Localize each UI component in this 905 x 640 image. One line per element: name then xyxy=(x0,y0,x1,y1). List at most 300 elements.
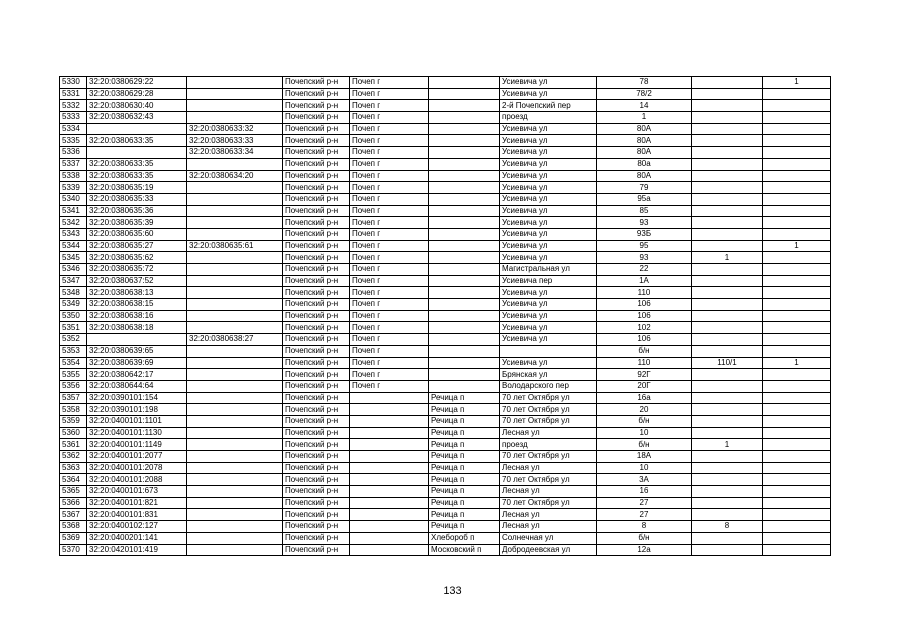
town-cell: Почеп г xyxy=(350,252,429,264)
street-cell: Усиевича ул xyxy=(500,193,597,205)
street-cell: Лесная ул xyxy=(500,427,597,439)
building-cell xyxy=(692,182,763,194)
building-cell xyxy=(692,497,763,509)
building-cell: 8 xyxy=(692,521,763,533)
table-row xyxy=(60,275,831,287)
row-number-cell: 5364 xyxy=(60,474,87,486)
street-cell: Усиевича ул xyxy=(500,357,597,369)
street-cell: Володарского пер xyxy=(500,380,597,392)
linked-cadastral-number-cell xyxy=(187,310,283,322)
street-cell: Магистральная ул xyxy=(500,264,597,276)
district-cell: Почепский р-н xyxy=(283,392,350,404)
house-number-cell: 93 xyxy=(597,252,692,264)
linked-cadastral-number-cell xyxy=(187,275,283,287)
linked-cadastral-number-cell: 32:20:0380633:34 xyxy=(187,147,283,159)
cadastral-number-cell: 32:20:0380637:52 xyxy=(87,275,187,287)
street-cell: 70 лет Октября ул xyxy=(500,474,597,486)
table-row xyxy=(60,170,831,182)
building-cell xyxy=(692,299,763,311)
town-cell: Почеп г xyxy=(350,240,429,252)
street-cell: Усиевича ул xyxy=(500,322,597,334)
settlement-cell xyxy=(429,100,500,112)
settlement-cell xyxy=(429,193,500,205)
settlement-cell: Речица п xyxy=(429,497,500,509)
town-cell: Почеп г xyxy=(350,275,429,287)
settlement-cell xyxy=(429,252,500,264)
building-cell xyxy=(692,404,763,416)
row-number-cell: 5344 xyxy=(60,240,87,252)
town-cell: Почеп г xyxy=(350,123,429,135)
row-number-cell: 5363 xyxy=(60,462,87,474)
building-cell xyxy=(692,392,763,404)
row-number-cell: 5332 xyxy=(60,100,87,112)
house-number-cell: 95а xyxy=(597,193,692,205)
street-cell: Усиевича ул xyxy=(500,310,597,322)
linked-cadastral-number-cell xyxy=(187,439,283,451)
building-cell xyxy=(692,135,763,147)
town-cell xyxy=(350,486,429,498)
settlement-cell xyxy=(429,123,500,135)
district-cell: Почепский р-н xyxy=(283,462,350,474)
town-cell xyxy=(350,451,429,463)
district-cell: Почепский р-н xyxy=(283,217,350,229)
street-cell: Лесная ул xyxy=(500,462,597,474)
house-number-cell: 80А xyxy=(597,135,692,147)
row-number-cell: 5340 xyxy=(60,193,87,205)
house-number-cell: 27 xyxy=(597,497,692,509)
building-cell xyxy=(692,158,763,170)
street-cell: Усиевича ул xyxy=(500,158,597,170)
table-row xyxy=(60,264,831,276)
settlement-cell xyxy=(429,158,500,170)
table-row xyxy=(60,252,831,264)
district-cell: Почепский р-н xyxy=(283,415,350,427)
settlement-cell: Речица п xyxy=(429,462,500,474)
row-number-cell: 5367 xyxy=(60,509,87,521)
street-cell: 70 лет Октября ул xyxy=(500,451,597,463)
district-cell: Почепский р-н xyxy=(283,474,350,486)
district-cell: Почепский р-н xyxy=(283,228,350,240)
town-cell: Почеп г xyxy=(350,112,429,124)
linked-cadastral-number-cell: 32:20:0380635:61 xyxy=(187,240,283,252)
street-cell: Усиевича ул xyxy=(500,287,597,299)
street-cell: Усиевича ул xyxy=(500,147,597,159)
linked-cadastral-number-cell xyxy=(187,451,283,463)
street-cell: Усиевича ул xyxy=(500,123,597,135)
street-cell: 70 лет Октября ул xyxy=(500,497,597,509)
row-number-cell: 5339 xyxy=(60,182,87,194)
town-cell: Почеп г xyxy=(350,217,429,229)
cadastral-number-cell: 32:20:0400101:2077 xyxy=(87,451,187,463)
linked-cadastral-number-cell xyxy=(187,427,283,439)
district-cell: Почепский р-н xyxy=(283,135,350,147)
table-row xyxy=(60,322,831,334)
cadastral-number-cell: 32:20:0400101:1149 xyxy=(87,439,187,451)
cadastral-number-cell: 32:20:0380635:27 xyxy=(87,240,187,252)
linked-cadastral-number-cell xyxy=(187,252,283,264)
row-number-cell: 5351 xyxy=(60,322,87,334)
settlement-cell xyxy=(429,182,500,194)
extra-cell xyxy=(763,392,831,404)
linked-cadastral-number-cell xyxy=(187,322,283,334)
house-number-cell: 106 xyxy=(597,299,692,311)
settlement-cell: Речица п xyxy=(429,474,500,486)
settlement-cell: Речица п xyxy=(429,509,500,521)
house-number-cell: 14 xyxy=(597,100,692,112)
settlement-cell xyxy=(429,205,500,217)
linked-cadastral-number-cell xyxy=(187,521,283,533)
extra-cell: 1 xyxy=(763,77,831,89)
building-cell xyxy=(692,462,763,474)
table-row xyxy=(60,521,831,533)
settlement-cell xyxy=(429,112,500,124)
settlement-cell: Хлебороб п xyxy=(429,532,500,544)
street-cell: проезд xyxy=(500,439,597,451)
table-row xyxy=(60,392,831,404)
table-row xyxy=(60,135,831,147)
extra-cell xyxy=(763,252,831,264)
extra-cell xyxy=(763,486,831,498)
table-row xyxy=(60,380,831,392)
district-cell: Почепский р-н xyxy=(283,486,350,498)
district-cell: Почепский р-н xyxy=(283,287,350,299)
house-number-cell: 110 xyxy=(597,287,692,299)
town-cell xyxy=(350,544,429,556)
house-number-cell: 106 xyxy=(597,334,692,346)
building-cell xyxy=(692,322,763,334)
building-cell xyxy=(692,310,763,322)
district-cell: Почепский р-н xyxy=(283,112,350,124)
house-number-cell: 10 xyxy=(597,427,692,439)
row-number-cell: 5348 xyxy=(60,287,87,299)
row-number-cell: 5341 xyxy=(60,205,87,217)
district-cell: Почепский р-н xyxy=(283,404,350,416)
table-row xyxy=(60,193,831,205)
cadastral-number-cell: 32:20:0380635:33 xyxy=(87,193,187,205)
table-row xyxy=(60,77,831,89)
town-cell xyxy=(350,462,429,474)
street-cell: Усиевича ул xyxy=(500,252,597,264)
settlement-cell: Московский п xyxy=(429,544,500,556)
building-cell xyxy=(692,264,763,276)
table-row xyxy=(60,486,831,498)
cadastral-number-cell: 32:20:0400101:2078 xyxy=(87,462,187,474)
district-cell: Почепский р-н xyxy=(283,439,350,451)
town-cell: Почеп г xyxy=(350,170,429,182)
street-cell: Брянская ул xyxy=(500,369,597,381)
district-cell: Почепский р-н xyxy=(283,521,350,533)
extra-cell: 1 xyxy=(763,240,831,252)
linked-cadastral-number-cell xyxy=(187,462,283,474)
town-cell: Почеп г xyxy=(350,88,429,100)
linked-cadastral-number-cell xyxy=(187,217,283,229)
cadastral-number-cell: 32:20:0420101:419 xyxy=(87,544,187,556)
district-cell: Почепский р-н xyxy=(283,252,350,264)
settlement-cell xyxy=(429,217,500,229)
table-body xyxy=(60,77,831,556)
extra-cell xyxy=(763,205,831,217)
district-cell: Почепский р-н xyxy=(283,322,350,334)
town-cell: Почеп г xyxy=(350,100,429,112)
town-cell: Почеп г xyxy=(350,147,429,159)
cadastral-number-cell xyxy=(87,123,187,135)
table-row xyxy=(60,88,831,100)
town-cell xyxy=(350,427,429,439)
linked-cadastral-number-cell xyxy=(187,357,283,369)
town-cell xyxy=(350,415,429,427)
house-number-cell: 16а xyxy=(597,392,692,404)
cadastral-number-cell: 32:20:0400101:831 xyxy=(87,509,187,521)
extra-cell: 1 xyxy=(763,357,831,369)
street-cell: Усиевича ул xyxy=(500,205,597,217)
linked-cadastral-number-cell xyxy=(187,497,283,509)
street-cell: Усиевича ул xyxy=(500,240,597,252)
street-cell: Усиевича ул xyxy=(500,88,597,100)
town-cell: Почеп г xyxy=(350,380,429,392)
row-number-cell: 5345 xyxy=(60,252,87,264)
cadastral-number-cell: 32:20:0380638:15 xyxy=(87,299,187,311)
row-number-cell: 5360 xyxy=(60,427,87,439)
street-cell: Усиевича пер xyxy=(500,275,597,287)
extra-cell xyxy=(763,147,831,159)
settlement-cell xyxy=(429,275,500,287)
row-number-cell: 5359 xyxy=(60,415,87,427)
building-cell xyxy=(692,474,763,486)
house-number-cell: б/н xyxy=(597,415,692,427)
district-cell: Почепский р-н xyxy=(283,532,350,544)
linked-cadastral-number-cell xyxy=(187,264,283,276)
row-number-cell: 5357 xyxy=(60,392,87,404)
district-cell: Почепский р-н xyxy=(283,275,350,287)
extra-cell xyxy=(763,345,831,357)
linked-cadastral-number-cell xyxy=(187,544,283,556)
house-number-cell: 80А xyxy=(597,147,692,159)
cadastral-number-cell: 32:20:0380633:35 xyxy=(87,170,187,182)
settlement-cell xyxy=(429,88,500,100)
house-number-cell: 80А xyxy=(597,123,692,135)
cadastral-number-cell xyxy=(87,147,187,159)
town-cell xyxy=(350,521,429,533)
linked-cadastral-number-cell xyxy=(187,415,283,427)
cadastral-number-cell: 32:20:0380644:64 xyxy=(87,380,187,392)
town-cell: Почеп г xyxy=(350,322,429,334)
settlement-cell xyxy=(429,334,500,346)
street-cell: Добродеевская ул xyxy=(500,544,597,556)
extra-cell xyxy=(763,380,831,392)
district-cell: Почепский р-н xyxy=(283,357,350,369)
extra-cell xyxy=(763,217,831,229)
table-row xyxy=(60,310,831,322)
cadastral-number-cell: 32:20:0400101:1130 xyxy=(87,427,187,439)
town-cell xyxy=(350,474,429,486)
town-cell: Почеп г xyxy=(350,369,429,381)
row-number-cell: 5333 xyxy=(60,112,87,124)
extra-cell xyxy=(763,439,831,451)
extra-cell xyxy=(763,88,831,100)
house-number-cell: 18А xyxy=(597,451,692,463)
district-cell: Почепский р-н xyxy=(283,123,350,135)
cadastral-number-cell: 32:20:0390101:154 xyxy=(87,392,187,404)
house-number-cell: 106 xyxy=(597,310,692,322)
settlement-cell: Речица п xyxy=(429,451,500,463)
building-cell xyxy=(692,205,763,217)
row-number-cell: 5355 xyxy=(60,369,87,381)
extra-cell xyxy=(763,532,831,544)
street-cell: 70 лет Октября ул xyxy=(500,392,597,404)
linked-cadastral-number-cell xyxy=(187,509,283,521)
building-cell xyxy=(692,451,763,463)
district-cell: Почепский р-н xyxy=(283,334,350,346)
district-cell: Почепский р-н xyxy=(283,182,350,194)
cadastral-number-cell: 32:20:0380633:35 xyxy=(87,158,187,170)
records-table xyxy=(59,76,831,556)
linked-cadastral-number-cell xyxy=(187,158,283,170)
street-cell: Лесная ул xyxy=(500,509,597,521)
building-cell xyxy=(692,380,763,392)
settlement-cell: Речица п xyxy=(429,521,500,533)
linked-cadastral-number-cell: 32:20:0380633:33 xyxy=(187,135,283,147)
cadastral-number-cell: 32:20:0380639:69 xyxy=(87,357,187,369)
settlement-cell xyxy=(429,380,500,392)
settlement-cell xyxy=(429,77,500,89)
house-number-cell: 92Г xyxy=(597,369,692,381)
row-number-cell: 5337 xyxy=(60,158,87,170)
settlement-cell xyxy=(429,240,500,252)
table-row xyxy=(60,474,831,486)
settlement-cell: Речица п xyxy=(429,427,500,439)
cadastral-number-cell: 32:20:0400101:821 xyxy=(87,497,187,509)
page-number: 133 xyxy=(443,585,462,597)
district-cell: Почепский р-н xyxy=(283,147,350,159)
cadastral-number-cell: 32:20:0380629:22 xyxy=(87,77,187,89)
row-number-cell: 5342 xyxy=(60,217,87,229)
linked-cadastral-number-cell xyxy=(187,100,283,112)
cadastral-number-cell: 32:20:0400101:2088 xyxy=(87,474,187,486)
table-row xyxy=(60,415,831,427)
street-cell xyxy=(500,345,597,357)
street-cell: проезд xyxy=(500,112,597,124)
house-number-cell: 1А xyxy=(597,275,692,287)
table-row xyxy=(60,497,831,509)
cadastral-number-cell: 32:20:0400101:1101 xyxy=(87,415,187,427)
street-cell: 2-й Почепский пер xyxy=(500,100,597,112)
row-number-cell: 5368 xyxy=(60,521,87,533)
linked-cadastral-number-cell xyxy=(187,205,283,217)
extra-cell xyxy=(763,544,831,556)
building-cell: 1 xyxy=(692,439,763,451)
district-cell: Почепский р-н xyxy=(283,310,350,322)
district-cell: Почепский р-н xyxy=(283,345,350,357)
extra-cell xyxy=(763,287,831,299)
row-number-cell: 5331 xyxy=(60,88,87,100)
extra-cell xyxy=(763,451,831,463)
extra-cell xyxy=(763,474,831,486)
row-number-cell: 5347 xyxy=(60,275,87,287)
cadastral-number-cell: 32:20:0380635:72 xyxy=(87,264,187,276)
row-number-cell: 5349 xyxy=(60,299,87,311)
town-cell: Почеп г xyxy=(350,135,429,147)
town-cell: Почеп г xyxy=(350,357,429,369)
building-cell xyxy=(692,544,763,556)
linked-cadastral-number-cell xyxy=(187,404,283,416)
house-number-cell: 10 xyxy=(597,462,692,474)
extra-cell xyxy=(763,334,831,346)
extra-cell xyxy=(763,193,831,205)
district-cell: Почепский р-н xyxy=(283,100,350,112)
house-number-cell: 3А xyxy=(597,474,692,486)
cadastral-number-cell: 32:20:0380629:28 xyxy=(87,88,187,100)
district-cell: Почепский р-н xyxy=(283,264,350,276)
town-cell: Почеп г xyxy=(350,158,429,170)
settlement-cell: Речица п xyxy=(429,415,500,427)
extra-cell xyxy=(763,135,831,147)
extra-cell xyxy=(763,275,831,287)
house-number-cell: 16 xyxy=(597,486,692,498)
cadastral-number-cell: 32:20:0380635:62 xyxy=(87,252,187,264)
extra-cell xyxy=(763,427,831,439)
house-number-cell: 102 xyxy=(597,322,692,334)
row-number-cell: 5365 xyxy=(60,486,87,498)
extra-cell xyxy=(763,170,831,182)
table-row xyxy=(60,299,831,311)
extra-cell xyxy=(763,264,831,276)
cadastral-number-cell: 32:20:0380635:60 xyxy=(87,228,187,240)
row-number-cell: 5370 xyxy=(60,544,87,556)
row-number-cell: 5369 xyxy=(60,532,87,544)
cadastral-number-cell: 32:20:0380638:18 xyxy=(87,322,187,334)
cadastral-number-cell: 32:20:0380638:16 xyxy=(87,310,187,322)
linked-cadastral-number-cell xyxy=(187,392,283,404)
building-cell xyxy=(692,369,763,381)
town-cell xyxy=(350,509,429,521)
row-number-cell: 5350 xyxy=(60,310,87,322)
settlement-cell xyxy=(429,345,500,357)
street-cell: 70 лет Октября ул xyxy=(500,415,597,427)
extra-cell xyxy=(763,497,831,509)
linked-cadastral-number-cell xyxy=(187,182,283,194)
building-cell xyxy=(692,240,763,252)
table-row xyxy=(60,112,831,124)
street-cell: Усиевича ул xyxy=(500,170,597,182)
settlement-cell xyxy=(429,135,500,147)
row-number-cell: 5346 xyxy=(60,264,87,276)
linked-cadastral-number-cell: 32:20:0380634:20 xyxy=(187,170,283,182)
cadastral-number-cell: 32:20:0380642:17 xyxy=(87,369,187,381)
settlement-cell xyxy=(429,228,500,240)
district-cell: Почепский р-н xyxy=(283,451,350,463)
extra-cell xyxy=(763,322,831,334)
district-cell: Почепский р-н xyxy=(283,299,350,311)
table-row xyxy=(60,100,831,112)
table-row xyxy=(60,240,831,252)
district-cell: Почепский р-н xyxy=(283,170,350,182)
cadastral-number-cell: 32:20:0380635:39 xyxy=(87,217,187,229)
town-cell: Почеп г xyxy=(350,334,429,346)
street-cell: Усиевича ул xyxy=(500,77,597,89)
building-cell xyxy=(692,123,763,135)
table-row xyxy=(60,369,831,381)
row-number-cell: 5361 xyxy=(60,439,87,451)
extra-cell xyxy=(763,310,831,322)
district-cell: Почепский р-н xyxy=(283,158,350,170)
linked-cadastral-number-cell: 32:20:0380633:32 xyxy=(187,123,283,135)
district-cell: Почепский р-н xyxy=(283,205,350,217)
linked-cadastral-number-cell xyxy=(187,380,283,392)
cadastral-number-cell: 32:20:0380633:35 xyxy=(87,135,187,147)
house-number-cell: 27 xyxy=(597,509,692,521)
house-number-cell: 93 xyxy=(597,217,692,229)
house-number-cell: б/н xyxy=(597,532,692,544)
